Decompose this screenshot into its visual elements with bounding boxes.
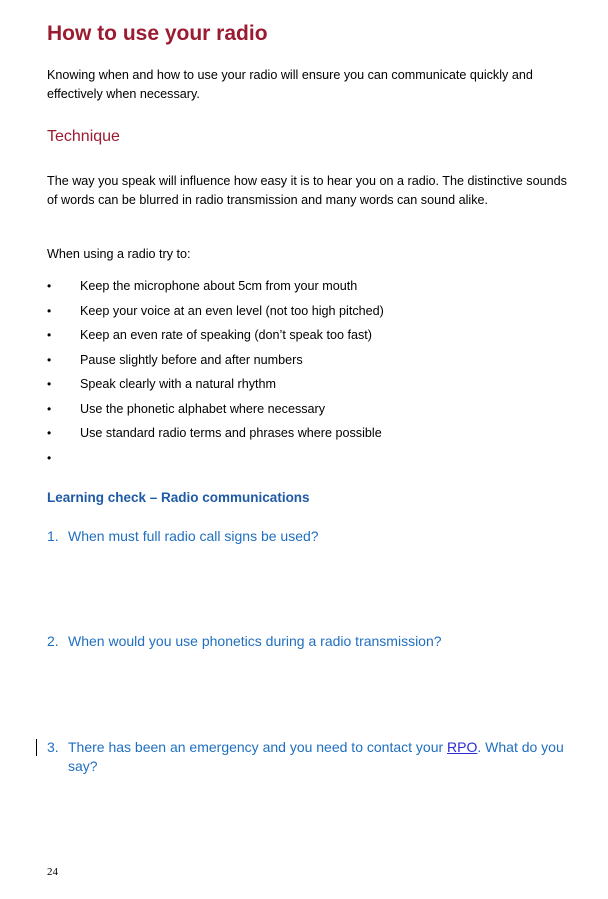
bullet-icon: • (47, 426, 52, 440)
rpo-link[interactable]: RPO (447, 739, 478, 755)
technique-paragraph: The way you speak will influence how easy it is to hear you on a radio. The distinctive sounds of words can be blurred in radio transmission and many words can sound alike. (47, 174, 567, 207)
bullet-icon: • (47, 450, 52, 465)
technique-intro-line: When using a radio try to: (47, 247, 191, 261)
bullet-icon: • (47, 279, 52, 293)
list-item (47, 375, 384, 400)
list-item-text: Pause slightly before and after numbers (80, 352, 303, 367)
section-heading-technique: Technique (47, 128, 120, 145)
question-text-after: . What do you say? (68, 739, 564, 774)
question-text (47, 738, 567, 776)
list-item (47, 277, 384, 302)
list-item-text: Keep the microphone about 5cm from your mouth (80, 279, 358, 293)
question-1 (47, 527, 567, 546)
question-number: 3. (47, 739, 59, 755)
page-number: 24 (47, 866, 58, 878)
question-number: 1. (47, 528, 59, 544)
list-item (47, 351, 384, 376)
list-item (47, 326, 384, 351)
bullet-icon: • (47, 328, 52, 342)
bullet-icon: • (47, 303, 52, 318)
list-item[interactable] (47, 449, 384, 474)
question-number: 2. (47, 633, 59, 649)
list-item-text: Use the phonetic alphabet where necessary (80, 401, 326, 416)
list-item (47, 302, 384, 327)
bullet-icon: • (47, 352, 52, 367)
technique-bullet-list (47, 277, 384, 473)
question-text: When would you use phonetics during a radio transmission? (68, 633, 442, 649)
question-3 (47, 738, 567, 776)
question-2 (47, 632, 567, 651)
list-item-text: Keep your voice at an even level (not too high pitched) (80, 303, 384, 318)
list-item-text: Speak clearly with a natural rhythm (80, 377, 276, 391)
learning-check-heading: Learning check – Radio communications (47, 490, 310, 505)
list-item (47, 424, 384, 449)
page-title: How to use your radio (47, 22, 268, 45)
list-item-text: Keep an even rate of speaking (don’t speak too fast) (80, 328, 372, 342)
list-item (47, 400, 384, 425)
question-text-before: There has been an emergency and you need to contact your (68, 739, 448, 755)
bullet-icon: • (47, 401, 52, 416)
list-item-text: Use standard radio terms and phrases where possible (80, 426, 382, 440)
intro-paragraph: Knowing when and how to use your radio will ensure you can communicate quickly and effectively when necessary. (47, 68, 533, 101)
text-cursor (36, 739, 37, 756)
question-text: When must full radio call signs be used? (68, 528, 319, 544)
bullet-icon: • (47, 377, 52, 391)
